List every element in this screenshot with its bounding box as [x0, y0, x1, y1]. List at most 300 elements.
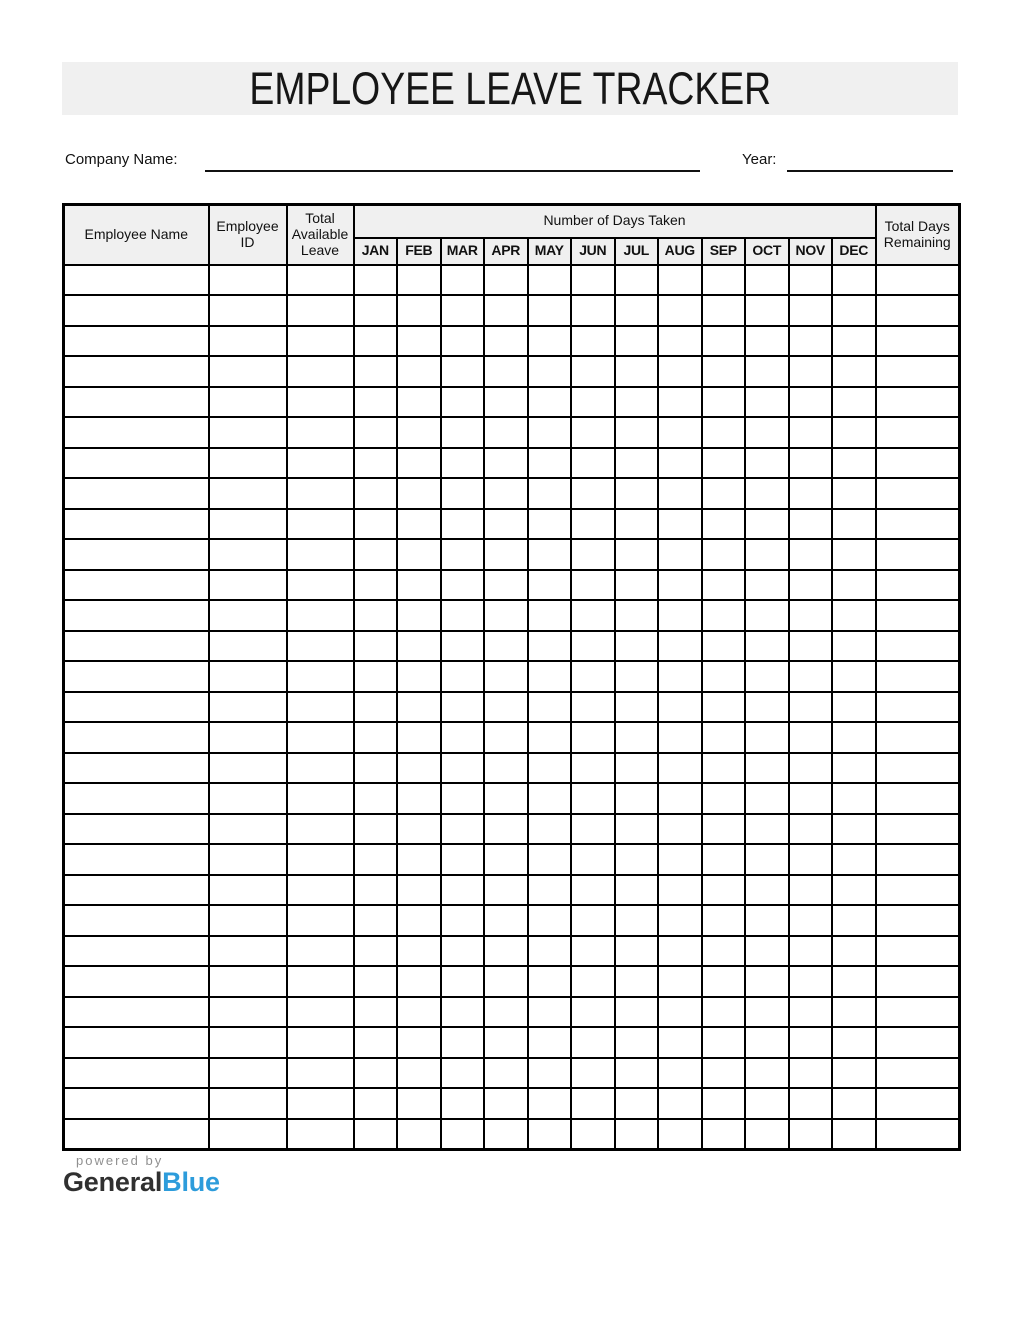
cell-month-jun[interactable] [571, 875, 615, 906]
cell-total-available-leave[interactable] [287, 1058, 354, 1089]
cell-month-mar[interactable] [441, 1088, 485, 1119]
cell-month-oct[interactable] [745, 1119, 789, 1150]
cell-employee-id[interactable] [209, 417, 287, 448]
cell-total-days-remaining[interactable] [876, 722, 960, 753]
cell-month-feb[interactable] [397, 539, 441, 570]
cell-month-jun[interactable] [571, 600, 615, 631]
cell-total-available-leave[interactable] [287, 783, 354, 814]
cell-month-mar[interactable] [441, 1119, 485, 1150]
cell-month-apr[interactable] [484, 1119, 528, 1150]
cell-month-aug[interactable] [658, 814, 702, 845]
cell-total-days-remaining[interactable] [876, 326, 960, 357]
cell-month-jan[interactable] [354, 661, 398, 692]
cell-month-feb[interactable] [397, 966, 441, 997]
cell-month-jan[interactable] [354, 448, 398, 479]
cell-month-sep[interactable] [702, 631, 746, 662]
cell-month-apr[interactable] [484, 417, 528, 448]
cell-month-jul[interactable] [615, 905, 659, 936]
cell-month-apr[interactable] [484, 356, 528, 387]
cell-month-jan[interactable] [354, 265, 398, 296]
cell-month-apr[interactable] [484, 448, 528, 479]
cell-month-dec[interactable] [832, 295, 876, 326]
cell-month-nov[interactable] [789, 448, 833, 479]
cell-month-dec[interactable] [832, 905, 876, 936]
cell-month-mar[interactable] [441, 631, 485, 662]
cell-employee-id[interactable] [209, 387, 287, 418]
cell-employee-name[interactable] [64, 875, 209, 906]
cell-employee-id[interactable] [209, 692, 287, 723]
cell-total-days-remaining[interactable] [876, 875, 960, 906]
cell-month-may[interactable] [528, 539, 572, 570]
cell-total-days-remaining[interactable] [876, 783, 960, 814]
cell-month-sep[interactable] [702, 814, 746, 845]
cell-employee-name[interactable] [64, 692, 209, 723]
cell-month-aug[interactable] [658, 966, 702, 997]
cell-total-available-leave[interactable] [287, 478, 354, 509]
cell-month-feb[interactable] [397, 417, 441, 448]
cell-month-mar[interactable] [441, 600, 485, 631]
cell-month-feb[interactable] [397, 631, 441, 662]
cell-month-feb[interactable] [397, 600, 441, 631]
cell-employee-id[interactable] [209, 448, 287, 479]
cell-month-feb[interactable] [397, 1027, 441, 1058]
cell-month-oct[interactable] [745, 966, 789, 997]
cell-total-available-leave[interactable] [287, 295, 354, 326]
cell-month-nov[interactable] [789, 1027, 833, 1058]
cell-employee-id[interactable] [209, 570, 287, 601]
cell-total-days-remaining[interactable] [876, 448, 960, 479]
cell-total-available-leave[interactable] [287, 265, 354, 296]
cell-month-dec[interactable] [832, 844, 876, 875]
cell-month-jul[interactable] [615, 387, 659, 418]
cell-total-days-remaining[interactable] [876, 936, 960, 967]
cell-month-jun[interactable] [571, 1027, 615, 1058]
cell-month-nov[interactable] [789, 722, 833, 753]
cell-month-jan[interactable] [354, 905, 398, 936]
cell-total-days-remaining[interactable] [876, 1119, 960, 1150]
cell-total-available-leave[interactable] [287, 539, 354, 570]
cell-month-aug[interactable] [658, 844, 702, 875]
cell-month-oct[interactable] [745, 295, 789, 326]
cell-month-aug[interactable] [658, 905, 702, 936]
cell-month-jul[interactable] [615, 844, 659, 875]
cell-total-available-leave[interactable] [287, 966, 354, 997]
cell-month-mar[interactable] [441, 417, 485, 448]
cell-month-jul[interactable] [615, 1027, 659, 1058]
cell-month-aug[interactable] [658, 631, 702, 662]
cell-total-available-leave[interactable] [287, 509, 354, 540]
cell-month-oct[interactable] [745, 661, 789, 692]
cell-month-oct[interactable] [745, 600, 789, 631]
cell-employee-name[interactable] [64, 997, 209, 1028]
cell-month-may[interactable] [528, 295, 572, 326]
cell-employee-id[interactable] [209, 814, 287, 845]
cell-total-days-remaining[interactable] [876, 905, 960, 936]
cell-employee-name[interactable] [64, 1058, 209, 1089]
cell-employee-id[interactable] [209, 783, 287, 814]
cell-month-jan[interactable] [354, 997, 398, 1028]
cell-month-oct[interactable] [745, 1058, 789, 1089]
cell-month-jul[interactable] [615, 1119, 659, 1150]
cell-employee-id[interactable] [209, 265, 287, 296]
cell-employee-name[interactable] [64, 1027, 209, 1058]
cell-month-oct[interactable] [745, 509, 789, 540]
cell-month-aug[interactable] [658, 295, 702, 326]
cell-employee-name[interactable] [64, 661, 209, 692]
cell-total-available-leave[interactable] [287, 570, 354, 601]
cell-month-apr[interactable] [484, 1058, 528, 1089]
cell-month-nov[interactable] [789, 478, 833, 509]
cell-month-jan[interactable] [354, 326, 398, 357]
cell-employee-id[interactable] [209, 1058, 287, 1089]
cell-employee-name[interactable] [64, 478, 209, 509]
cell-month-sep[interactable] [702, 692, 746, 723]
cell-month-may[interactable] [528, 326, 572, 357]
cell-month-sep[interactable] [702, 905, 746, 936]
cell-month-jun[interactable] [571, 753, 615, 784]
cell-month-apr[interactable] [484, 295, 528, 326]
cell-month-feb[interactable] [397, 1119, 441, 1150]
cell-employee-id[interactable] [209, 631, 287, 662]
cell-month-jul[interactable] [615, 448, 659, 479]
cell-month-aug[interactable] [658, 1088, 702, 1119]
cell-month-may[interactable] [528, 875, 572, 906]
cell-month-feb[interactable] [397, 326, 441, 357]
cell-month-mar[interactable] [441, 936, 485, 967]
cell-month-may[interactable] [528, 905, 572, 936]
cell-month-jan[interactable] [354, 295, 398, 326]
cell-employee-name[interactable] [64, 814, 209, 845]
cell-month-jun[interactable] [571, 1119, 615, 1150]
cell-month-aug[interactable] [658, 509, 702, 540]
cell-month-sep[interactable] [702, 997, 746, 1028]
cell-month-feb[interactable] [397, 1058, 441, 1089]
cell-month-feb[interactable] [397, 1088, 441, 1119]
cell-month-mar[interactable] [441, 448, 485, 479]
cell-month-may[interactable] [528, 692, 572, 723]
cell-month-apr[interactable] [484, 966, 528, 997]
cell-month-aug[interactable] [658, 265, 702, 296]
cell-month-nov[interactable] [789, 631, 833, 662]
cell-total-days-remaining[interactable] [876, 600, 960, 631]
cell-month-mar[interactable] [441, 539, 485, 570]
cell-month-nov[interactable] [789, 600, 833, 631]
cell-month-jul[interactable] [615, 1058, 659, 1089]
cell-month-sep[interactable] [702, 448, 746, 479]
cell-month-jun[interactable] [571, 661, 615, 692]
cell-employee-name[interactable] [64, 753, 209, 784]
cell-month-apr[interactable] [484, 478, 528, 509]
cell-total-days-remaining[interactable] [876, 509, 960, 540]
cell-employee-name[interactable] [64, 844, 209, 875]
cell-month-aug[interactable] [658, 753, 702, 784]
cell-month-jul[interactable] [615, 661, 659, 692]
cell-total-days-remaining[interactable] [876, 570, 960, 601]
cell-month-jun[interactable] [571, 814, 615, 845]
cell-month-dec[interactable] [832, 417, 876, 448]
cell-month-jan[interactable] [354, 966, 398, 997]
cell-month-jun[interactable] [571, 417, 615, 448]
cell-employee-name[interactable] [64, 387, 209, 418]
cell-month-may[interactable] [528, 814, 572, 845]
cell-month-apr[interactable] [484, 265, 528, 296]
cell-employee-name[interactable] [64, 722, 209, 753]
cell-month-jun[interactable] [571, 783, 615, 814]
cell-month-jan[interactable] [354, 1027, 398, 1058]
cell-month-jun[interactable] [571, 722, 615, 753]
cell-month-may[interactable] [528, 936, 572, 967]
cell-month-may[interactable] [528, 509, 572, 540]
cell-month-nov[interactable] [789, 753, 833, 784]
cell-month-nov[interactable] [789, 783, 833, 814]
cell-month-apr[interactable] [484, 814, 528, 845]
cell-month-jul[interactable] [615, 814, 659, 845]
cell-total-days-remaining[interactable] [876, 265, 960, 296]
cell-month-apr[interactable] [484, 539, 528, 570]
cell-month-mar[interactable] [441, 295, 485, 326]
cell-month-dec[interactable] [832, 570, 876, 601]
cell-month-may[interactable] [528, 1088, 572, 1119]
cell-month-oct[interactable] [745, 783, 789, 814]
cell-month-jan[interactable] [354, 509, 398, 540]
cell-month-feb[interactable] [397, 936, 441, 967]
cell-month-dec[interactable] [832, 753, 876, 784]
cell-month-jul[interactable] [615, 692, 659, 723]
cell-employee-id[interactable] [209, 1027, 287, 1058]
cell-month-jul[interactable] [615, 265, 659, 296]
cell-month-apr[interactable] [484, 1027, 528, 1058]
cell-employee-id[interactable] [209, 722, 287, 753]
cell-month-dec[interactable] [832, 387, 876, 418]
cell-month-jan[interactable] [354, 539, 398, 570]
cell-employee-name[interactable] [64, 600, 209, 631]
cell-total-days-remaining[interactable] [876, 661, 960, 692]
cell-month-jun[interactable] [571, 570, 615, 601]
cell-month-aug[interactable] [658, 692, 702, 723]
cell-total-days-remaining[interactable] [876, 631, 960, 662]
cell-employee-name[interactable] [64, 631, 209, 662]
cell-employee-name[interactable] [64, 356, 209, 387]
cell-month-oct[interactable] [745, 417, 789, 448]
cell-month-dec[interactable] [832, 875, 876, 906]
cell-month-nov[interactable] [789, 692, 833, 723]
cell-month-sep[interactable] [702, 509, 746, 540]
cell-month-dec[interactable] [832, 783, 876, 814]
cell-month-mar[interactable] [441, 783, 485, 814]
cell-month-dec[interactable] [832, 1027, 876, 1058]
cell-month-jan[interactable] [354, 478, 398, 509]
cell-month-may[interactable] [528, 966, 572, 997]
cell-total-available-leave[interactable] [287, 875, 354, 906]
cell-month-apr[interactable] [484, 783, 528, 814]
cell-month-aug[interactable] [658, 387, 702, 418]
cell-month-feb[interactable] [397, 783, 441, 814]
cell-month-dec[interactable] [832, 448, 876, 479]
cell-month-aug[interactable] [658, 1058, 702, 1089]
cell-month-nov[interactable] [789, 875, 833, 906]
cell-month-mar[interactable] [441, 1058, 485, 1089]
cell-month-jan[interactable] [354, 631, 398, 662]
cell-month-jul[interactable] [615, 1088, 659, 1119]
cell-total-available-leave[interactable] [287, 753, 354, 784]
cell-month-mar[interactable] [441, 509, 485, 540]
cell-month-mar[interactable] [441, 387, 485, 418]
cell-month-oct[interactable] [745, 478, 789, 509]
cell-month-aug[interactable] [658, 448, 702, 479]
cell-month-mar[interactable] [441, 905, 485, 936]
cell-month-jun[interactable] [571, 295, 615, 326]
cell-total-available-leave[interactable] [287, 905, 354, 936]
cell-month-jul[interactable] [615, 966, 659, 997]
cell-month-jan[interactable] [354, 600, 398, 631]
cell-month-dec[interactable] [832, 997, 876, 1028]
cell-month-nov[interactable] [789, 936, 833, 967]
cell-employee-name[interactable] [64, 783, 209, 814]
cell-month-jan[interactable] [354, 722, 398, 753]
cell-month-oct[interactable] [745, 539, 789, 570]
cell-month-may[interactable] [528, 997, 572, 1028]
cell-employee-name[interactable] [64, 417, 209, 448]
cell-month-apr[interactable] [484, 661, 528, 692]
cell-month-may[interactable] [528, 844, 572, 875]
cell-total-available-leave[interactable] [287, 661, 354, 692]
cell-month-apr[interactable] [484, 753, 528, 784]
cell-month-apr[interactable] [484, 844, 528, 875]
cell-month-feb[interactable] [397, 295, 441, 326]
cell-month-apr[interactable] [484, 997, 528, 1028]
cell-month-oct[interactable] [745, 722, 789, 753]
cell-total-days-remaining[interactable] [876, 692, 960, 723]
cell-employee-id[interactable] [209, 875, 287, 906]
cell-total-available-leave[interactable] [287, 844, 354, 875]
cell-employee-id[interactable] [209, 326, 287, 357]
cell-employee-name[interactable] [64, 265, 209, 296]
cell-month-nov[interactable] [789, 661, 833, 692]
cell-month-nov[interactable] [789, 814, 833, 845]
cell-total-available-leave[interactable] [287, 814, 354, 845]
cell-month-aug[interactable] [658, 417, 702, 448]
cell-month-jun[interactable] [571, 265, 615, 296]
cell-month-jan[interactable] [354, 1088, 398, 1119]
cell-month-oct[interactable] [745, 1027, 789, 1058]
cell-month-dec[interactable] [832, 631, 876, 662]
cell-total-days-remaining[interactable] [876, 356, 960, 387]
cell-month-may[interactable] [528, 478, 572, 509]
cell-month-feb[interactable] [397, 692, 441, 723]
cell-month-feb[interactable] [397, 265, 441, 296]
cell-month-sep[interactable] [702, 387, 746, 418]
cell-month-sep[interactable] [702, 539, 746, 570]
cell-month-may[interactable] [528, 631, 572, 662]
cell-employee-id[interactable] [209, 509, 287, 540]
cell-month-sep[interactable] [702, 417, 746, 448]
cell-month-dec[interactable] [832, 966, 876, 997]
cell-month-jul[interactable] [615, 509, 659, 540]
cell-total-available-leave[interactable] [287, 1119, 354, 1150]
cell-total-days-remaining[interactable] [876, 1088, 960, 1119]
cell-employee-id[interactable] [209, 295, 287, 326]
cell-employee-id[interactable] [209, 600, 287, 631]
cell-month-aug[interactable] [658, 1119, 702, 1150]
cell-month-dec[interactable] [832, 478, 876, 509]
cell-month-may[interactable] [528, 356, 572, 387]
cell-month-nov[interactable] [789, 265, 833, 296]
cell-month-mar[interactable] [441, 997, 485, 1028]
cell-month-feb[interactable] [397, 661, 441, 692]
cell-employee-name[interactable] [64, 448, 209, 479]
cell-total-days-remaining[interactable] [876, 844, 960, 875]
cell-month-jun[interactable] [571, 539, 615, 570]
cell-month-sep[interactable] [702, 936, 746, 967]
cell-month-sep[interactable] [702, 1058, 746, 1089]
cell-month-jun[interactable] [571, 966, 615, 997]
cell-total-available-leave[interactable] [287, 722, 354, 753]
cell-month-jun[interactable] [571, 905, 615, 936]
cell-month-mar[interactable] [441, 1027, 485, 1058]
cell-month-nov[interactable] [789, 1088, 833, 1119]
cell-month-jul[interactable] [615, 997, 659, 1028]
cell-month-oct[interactable] [745, 875, 789, 906]
cell-month-sep[interactable] [702, 783, 746, 814]
cell-month-apr[interactable] [484, 387, 528, 418]
cell-month-jan[interactable] [354, 692, 398, 723]
cell-month-aug[interactable] [658, 326, 702, 357]
cell-month-apr[interactable] [484, 722, 528, 753]
cell-total-days-remaining[interactable] [876, 814, 960, 845]
cell-employee-name[interactable] [64, 539, 209, 570]
cell-month-oct[interactable] [745, 814, 789, 845]
cell-total-days-remaining[interactable] [876, 539, 960, 570]
cell-month-jun[interactable] [571, 844, 615, 875]
cell-month-sep[interactable] [702, 875, 746, 906]
cell-total-days-remaining[interactable] [876, 966, 960, 997]
cell-month-feb[interactable] [397, 905, 441, 936]
cell-employee-id[interactable] [209, 844, 287, 875]
cell-month-feb[interactable] [397, 997, 441, 1028]
cell-month-feb[interactable] [397, 356, 441, 387]
cell-month-mar[interactable] [441, 875, 485, 906]
cell-month-apr[interactable] [484, 875, 528, 906]
cell-month-jul[interactable] [615, 783, 659, 814]
cell-month-jan[interactable] [354, 387, 398, 418]
cell-month-feb[interactable] [397, 753, 441, 784]
cell-month-mar[interactable] [441, 966, 485, 997]
cell-month-sep[interactable] [702, 356, 746, 387]
cell-month-apr[interactable] [484, 600, 528, 631]
cell-month-nov[interactable] [789, 539, 833, 570]
cell-month-feb[interactable] [397, 478, 441, 509]
cell-employee-name[interactable] [64, 509, 209, 540]
cell-total-available-leave[interactable] [287, 356, 354, 387]
cell-month-nov[interactable] [789, 387, 833, 418]
cell-month-sep[interactable] [702, 966, 746, 997]
cell-month-nov[interactable] [789, 997, 833, 1028]
cell-month-may[interactable] [528, 722, 572, 753]
cell-total-available-leave[interactable] [287, 326, 354, 357]
cell-month-jan[interactable] [354, 1119, 398, 1150]
cell-month-mar[interactable] [441, 478, 485, 509]
cell-total-available-leave[interactable] [287, 1027, 354, 1058]
cell-total-available-leave[interactable] [287, 600, 354, 631]
cell-month-may[interactable] [528, 387, 572, 418]
cell-month-jun[interactable] [571, 478, 615, 509]
cell-employee-id[interactable] [209, 966, 287, 997]
cell-month-apr[interactable] [484, 326, 528, 357]
cell-month-jan[interactable] [354, 570, 398, 601]
cell-month-oct[interactable] [745, 905, 789, 936]
cell-total-days-remaining[interactable] [876, 753, 960, 784]
cell-month-oct[interactable] [745, 1088, 789, 1119]
